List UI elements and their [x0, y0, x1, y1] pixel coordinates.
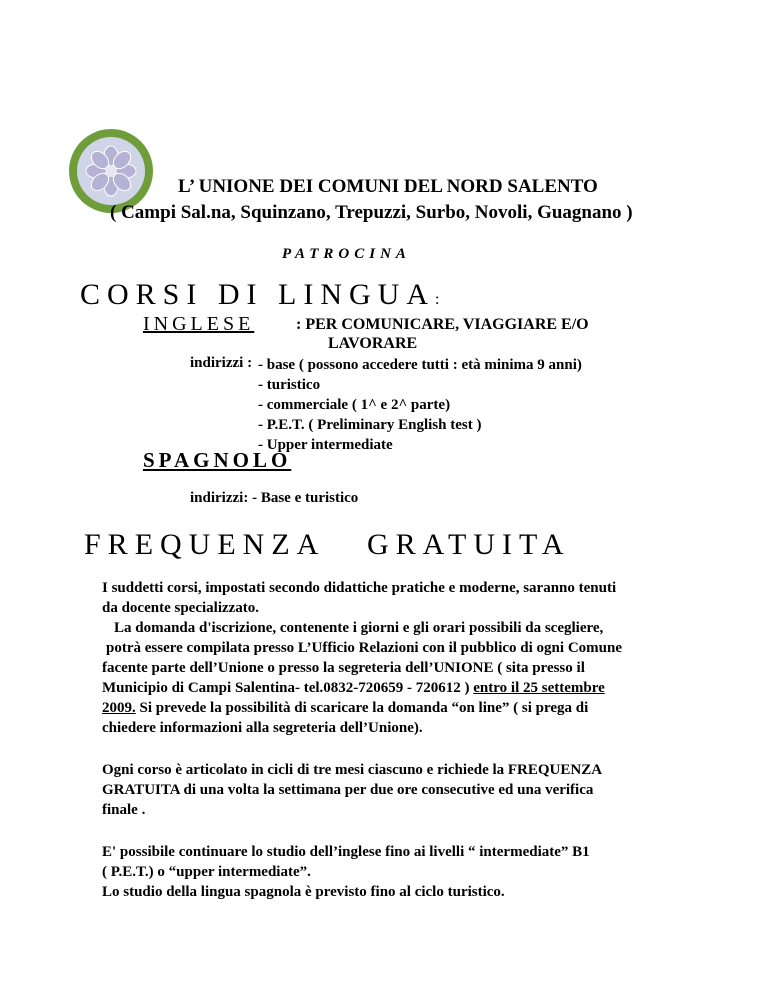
paragraph-line: potrà essere compilata presso L’Ufficio Relazioni con il pubblico di ogni Comune: [106, 640, 622, 656]
paragraph-line: [102, 678, 682, 698]
paragraph-line: E' possibile continuare lo studio dell’inglese fino ai livelli “ intermediate” B1: [102, 844, 590, 860]
spagnolo-label: SPAGNOLO: [143, 448, 292, 472]
deadline-year: 2009.: [102, 700, 136, 716]
paragraph-line: finale .: [102, 802, 146, 818]
inglese-indirizzi-list: [258, 355, 582, 455]
paragraph-text: Si prevede la possibilità di scaricare la domanda “on line” ( si prega di: [135, 700, 589, 716]
patrocina-label: PATROCINA: [282, 246, 411, 262]
inglese-indirizzi-label: indirizzi :: [190, 355, 253, 371]
paragraph-line: facente parte dell’Unione o presso la segreteria dell’UNIONE ( sita presso il: [102, 660, 585, 676]
paragraph-text: Municipio di Campi Salentina- tel.0832-720659 - 720612 ): [102, 680, 474, 696]
courses-heading-text: CORSI DI LINGUA: [80, 278, 435, 311]
paragraph-line: Ogni corso è articolato in cicli di tre mesi ciascuno e richiede la FREQUENZA: [102, 762, 603, 778]
courses-heading: [80, 278, 439, 312]
paragraph-line: chiedere informazioni alla segreteria dell’Unione).: [102, 720, 423, 736]
paragraph-line: [102, 698, 682, 718]
list-item: - commerciale ( 1^ e 2^ parte): [258, 397, 451, 413]
list-item: - Upper intermediate: [258, 437, 393, 453]
logo-center: [106, 166, 116, 176]
header-subtitle: ( Campi Sal.na, Squinzano, Trepuzzi, Surbo, Novoli, Guagnano ): [110, 202, 633, 223]
spagnolo-indirizzi: indirizzi: - Base e turistico: [190, 490, 359, 506]
list-item: - turistico: [258, 377, 321, 393]
paragraph-line: La domanda d'iscrizione, contenente i giorni e gli orari possibili da scegliere,: [114, 620, 604, 636]
paragraph-line: ( P.E.T.) o “upper intermediate”.: [102, 864, 311, 880]
frequency-word2: GRATUITA: [367, 528, 571, 561]
inglese-label: INGLESE: [143, 313, 255, 335]
courses-heading-colon: :: [435, 291, 440, 308]
paragraph-line: I suddetti corsi, impostati secondo didattiche pratiche e moderne, saranno tenuti: [102, 580, 617, 596]
info-paragraph-1: [102, 578, 682, 738]
paragraph-line: da docente specializzato.: [102, 600, 260, 616]
info-paragraph-2: [102, 760, 682, 820]
paragraph-line: GRATUITA di una volta la settimana per due ore consecutive ed una verifica: [102, 782, 594, 798]
list-item: - base ( possono accedere tutti : età minima 9 anni): [258, 357, 582, 373]
list-item: - P.E.T. ( Preliminary English test ): [258, 417, 482, 433]
inglese-description: : PER COMUNICARE, VIAGGIARE E/O: [296, 316, 589, 333]
info-paragraph-3: [102, 842, 682, 902]
paragraph-line: Lo studio della lingua spagnola è previsto fino al ciclo turistico.: [102, 884, 505, 900]
frequency-word1: FREQUENZA: [84, 528, 326, 561]
deadline-text: entro il 25 settembre: [473, 680, 605, 696]
header-title: L’ UNIONE DEI COMUNI DEL NORD SALENTO: [178, 176, 598, 197]
inglese-description-cont: LAVORARE: [328, 335, 418, 352]
